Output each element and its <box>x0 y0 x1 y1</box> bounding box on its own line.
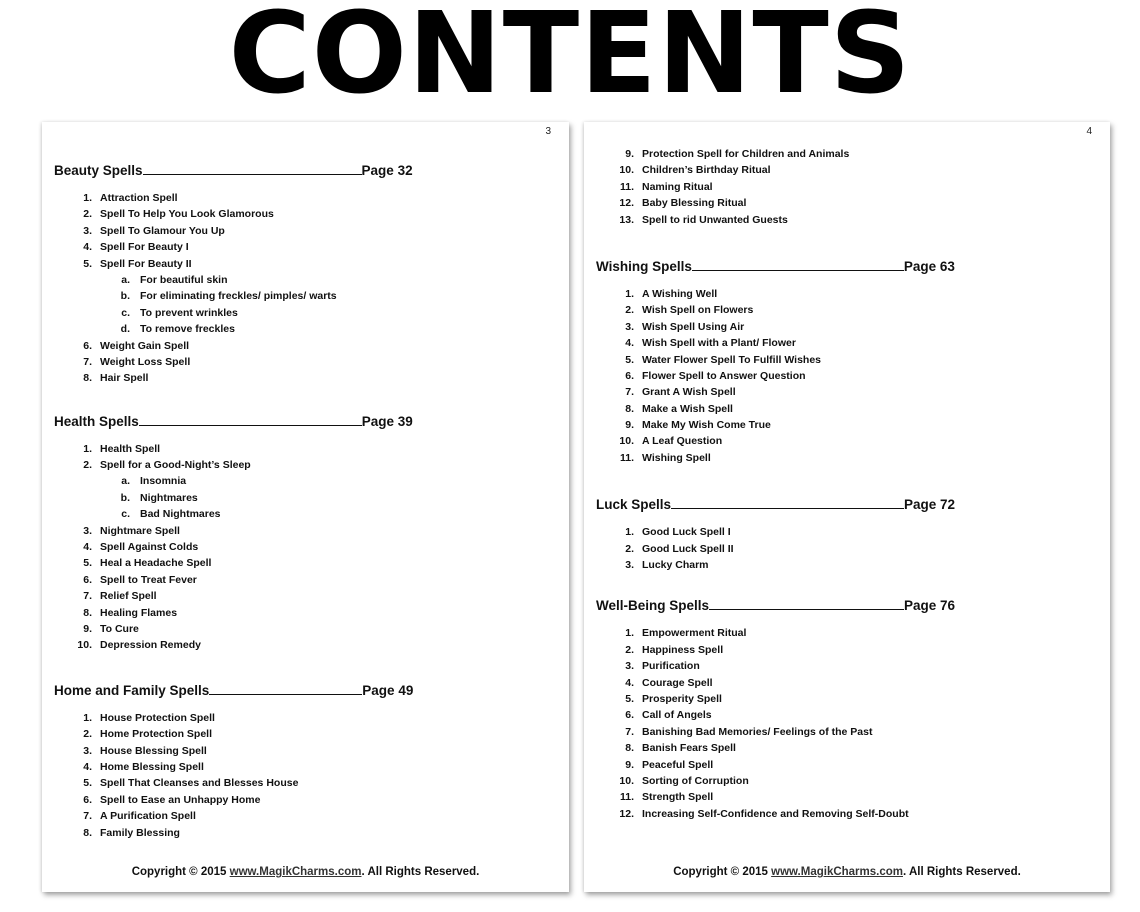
toc-item <box>54 206 559 222</box>
toc-item-title: Wish Spell Using Air <box>642 320 745 333</box>
toc-item-number: 6. <box>625 369 634 382</box>
toc-list <box>54 710 559 841</box>
toc-item <box>54 354 559 370</box>
toc-item <box>54 588 559 604</box>
toc-item-title: Heal a Headache Spell <box>100 557 212 570</box>
toc-item-title: Spell To Help You Look Glamorous <box>100 208 274 221</box>
toc-item-title: Healing Flames <box>100 606 178 619</box>
footer-suffix: . All Rights Reserved. <box>361 866 480 878</box>
toc-item-title: Insomnia <box>140 475 187 488</box>
toc-item <box>596 335 1100 351</box>
toc-item-number: 3. <box>625 559 634 572</box>
toc-item-number: 9. <box>625 419 634 432</box>
toc-item-title: Baby Blessing Ritual <box>642 197 747 210</box>
toc-item-number: 1. <box>83 442 92 455</box>
toc-item-title: Call of Angels <box>642 709 712 722</box>
copyright-footer <box>584 866 1110 878</box>
toc-item-number: 4. <box>625 676 634 689</box>
toc-section-heading[interactable] <box>54 680 559 702</box>
section-title: Health Spells <box>54 413 139 429</box>
footer-prefix: Copyright © 2015 <box>131 866 230 878</box>
toc-item <box>54 490 559 506</box>
toc-item-number: 11. <box>619 180 634 193</box>
toc-item-title: Weight Loss Spell <box>100 355 191 368</box>
toc-item-number: 1. <box>625 526 634 539</box>
toc-item <box>54 775 559 791</box>
toc-item <box>54 506 559 522</box>
toc-item-title: House Protection Spell <box>100 711 215 724</box>
toc-item-title: Empowerment Ritual <box>642 627 747 640</box>
page-number: 4 <box>1086 126 1092 137</box>
toc-item-number: 4. <box>625 337 634 350</box>
toc-item-title: Naming Ritual <box>642 180 713 193</box>
toc-item <box>596 286 1100 302</box>
toc-section-heading[interactable] <box>54 160 559 182</box>
toc-item-title: Sorting of Corruption <box>642 774 749 787</box>
leader-line <box>209 680 362 695</box>
toc-item <box>54 256 559 272</box>
toc-item <box>596 319 1100 335</box>
toc-item-number: 10. <box>619 774 634 787</box>
toc-item-number: 7. <box>625 725 634 738</box>
toc-item-number: 1. <box>83 711 92 724</box>
toc-sections <box>596 146 1100 822</box>
toc-item <box>596 302 1100 318</box>
toc-item-number: c. <box>121 306 130 319</box>
toc-item-number: 13. <box>619 213 634 226</box>
toc-item <box>54 321 559 337</box>
toc-item-number: 2. <box>83 459 92 472</box>
toc-section-heading[interactable] <box>54 411 559 433</box>
toc-item-title: Home Blessing Spell <box>100 760 204 773</box>
toc-item <box>596 625 1100 641</box>
toc-item <box>596 212 1100 228</box>
toc-item-title: Spell To Glamour You Up <box>100 224 225 237</box>
toc-item <box>54 605 559 621</box>
toc-item-title: Spell Against Colds <box>100 541 199 554</box>
website-link[interactable]: www.MagikCharms.com <box>229 866 362 878</box>
toc-list <box>596 286 1100 466</box>
toc-item-number: 6. <box>83 573 92 586</box>
toc-item-title: A Leaf Question <box>642 435 723 448</box>
leader-line <box>692 256 904 271</box>
toc-item-title: House Blessing Spell <box>100 744 207 757</box>
toc-item-title: Prosperity Spell <box>642 692 722 705</box>
toc-item-title: Courage Spell <box>642 676 713 689</box>
toc-item <box>54 792 559 808</box>
toc-item-number: 2. <box>625 304 634 317</box>
toc-item-title: Spell That Cleanses and Blesses House <box>100 777 299 790</box>
leader-line <box>709 595 904 610</box>
toc-item-number: 7. <box>83 810 92 823</box>
toc-item <box>54 539 559 555</box>
section-title: Home and Family Spells <box>54 682 210 698</box>
toc-item <box>54 555 559 571</box>
toc-item-number: 3. <box>83 224 92 237</box>
toc-item <box>596 162 1100 178</box>
toc-item <box>54 441 559 457</box>
toc-item-title: Health Spell <box>100 442 161 455</box>
toc-section-heading[interactable] <box>596 595 1100 617</box>
toc-item <box>596 195 1100 211</box>
toc-item-number: 12. <box>619 197 634 210</box>
toc-item-title: Strength Spell <box>642 791 714 804</box>
toc-item-number: 2. <box>625 542 634 555</box>
toc-item-title: Grant A Wish Spell <box>642 386 736 399</box>
toc-item <box>596 707 1100 723</box>
toc-item <box>596 433 1100 449</box>
toc-item-number: 1. <box>83 192 92 204</box>
toc-item-number: b. <box>120 491 130 504</box>
toc-item-number: 3. <box>83 744 92 757</box>
toc-list <box>596 524 1100 573</box>
toc-item <box>54 338 559 354</box>
toc-item-title: Banishing Bad Memories/ Feelings of the Past <box>642 725 873 738</box>
toc-item-number: 3. <box>625 320 634 333</box>
toc-item-number: b. <box>120 290 130 303</box>
toc-item-number: 7. <box>625 386 634 399</box>
toc-item <box>54 305 559 321</box>
toc-section-heading[interactable] <box>596 494 1100 516</box>
toc-item-title: A Wishing Well <box>642 287 718 300</box>
toc-item-number: 9. <box>625 148 634 160</box>
toc-item-number: 4. <box>83 760 92 773</box>
section-title: Wishing Spells <box>596 258 692 274</box>
website-link[interactable]: www.MagikCharms.com <box>771 866 903 878</box>
copyright-footer <box>42 866 569 878</box>
toc-item-number: 4. <box>83 241 92 254</box>
toc-item <box>54 239 559 255</box>
toc-item <box>596 675 1100 691</box>
toc-item-title: Children’s Birthday Ritual <box>642 164 771 177</box>
document-page-right <box>584 122 1110 892</box>
section-page-ref: Page 72 <box>904 497 956 513</box>
toc-item-number: 5. <box>625 353 634 366</box>
toc-item-title: Spell For Beauty II <box>100 257 192 270</box>
section-page-ref: Page 39 <box>361 413 413 429</box>
toc-item-title: Hair Spell <box>100 372 149 385</box>
toc-item-title: A Purification Spell <box>100 810 196 823</box>
toc-item <box>596 450 1100 466</box>
toc-continuation-list <box>596 146 1100 228</box>
toc-item-number: 3. <box>83 524 92 537</box>
toc-item <box>54 710 559 726</box>
toc-item-title: Bad Nightmares <box>140 508 221 521</box>
toc-item <box>596 179 1100 195</box>
toc-item <box>596 401 1100 417</box>
toc-item-number: a. <box>121 273 130 286</box>
toc-item-number: 3. <box>625 660 634 673</box>
toc-item-number: 8. <box>83 606 92 619</box>
toc-item <box>596 691 1100 707</box>
toc-item-number: 7. <box>83 355 92 368</box>
toc-item <box>596 658 1100 674</box>
toc-item-number: 8. <box>625 402 634 415</box>
toc-item <box>596 724 1100 740</box>
toc-item-title: Make My Wish Come True <box>642 419 771 432</box>
toc-item-number: 5. <box>83 557 92 570</box>
toc-item-number: 12. <box>619 807 634 820</box>
leader-line <box>671 494 904 509</box>
toc-list <box>596 625 1100 822</box>
toc-item-number: 11. <box>619 791 634 804</box>
toc-item <box>54 808 559 824</box>
toc-item-number: 4. <box>83 541 92 554</box>
section-page-ref: Page 32 <box>361 163 413 178</box>
toc-item-title: Wish Spell on Flowers <box>642 304 754 317</box>
toc-item-title: Good Luck Spell I <box>642 526 731 539</box>
toc-item <box>54 370 559 386</box>
toc-item <box>596 757 1100 773</box>
toc-item-title: Family Blessing <box>100 826 180 839</box>
toc-item-number: 6. <box>83 793 92 806</box>
toc-item-number: 6. <box>625 709 634 722</box>
toc-item-title: Spell to Ease an Unhappy Home <box>100 793 261 806</box>
toc-item <box>596 417 1100 433</box>
toc-item-number: 8. <box>83 826 92 839</box>
section-page-ref: Page 76 <box>904 598 956 614</box>
toc-item-title: Purification <box>642 660 700 673</box>
toc-item-number: 10. <box>77 639 92 652</box>
toc-item-title: Spell for a Good-Night’s Sleep <box>100 459 251 472</box>
section-page-ref: Page 63 <box>903 258 955 274</box>
toc-item <box>596 146 1100 162</box>
toc-item <box>596 384 1100 400</box>
toc-item-number: 2. <box>83 728 92 741</box>
toc-sections <box>54 160 559 841</box>
toc-item <box>54 825 559 841</box>
toc-item-title: Banish Fears Spell <box>642 742 736 755</box>
toc-item-title: To Cure <box>100 622 139 635</box>
toc-item-title: Good Luck Spell II <box>642 542 734 555</box>
toc-item-title: Home Protection Spell <box>100 728 213 741</box>
toc-item-title: Happiness Spell <box>642 643 724 656</box>
toc-item-title: To remove freckles <box>140 323 235 336</box>
leader-line <box>143 160 362 175</box>
toc-item <box>54 743 559 759</box>
toc-item <box>54 637 559 653</box>
toc-item-title: Increasing Self-Confidence and Removing Self-Doubt <box>642 807 909 820</box>
toc-item-number: 1. <box>625 287 634 300</box>
toc-item-number: d. <box>120 323 130 336</box>
toc-item-number: 2. <box>83 208 92 221</box>
contents-banner-title: CONTENTS <box>228 0 912 119</box>
toc-section-heading[interactable] <box>596 256 1100 278</box>
section-title: Beauty Spells <box>54 163 143 178</box>
toc-item <box>54 726 559 742</box>
toc-item-number: 5. <box>83 257 92 270</box>
toc-item-number: 6. <box>83 339 92 352</box>
toc-item-number: 8. <box>83 372 92 385</box>
toc-list <box>54 190 559 387</box>
toc-item-number: c. <box>121 508 130 521</box>
toc-item-number: 5. <box>83 777 92 790</box>
toc-item-number: 10. <box>619 164 634 177</box>
section-title: Well-Being Spells <box>596 598 710 614</box>
toc-item-title: Weight Gain Spell <box>100 339 190 352</box>
toc-item <box>596 806 1100 822</box>
toc-item-title: Relief Spell <box>100 590 157 603</box>
toc-item-number: 11. <box>619 451 634 464</box>
toc-item <box>54 572 559 588</box>
toc-item-title: For beautiful skin <box>140 273 228 286</box>
leader-line <box>139 411 362 426</box>
toc-item-number: 10. <box>619 435 634 448</box>
toc-item-number: 9. <box>625 758 634 771</box>
toc-item-title: Wish Spell with a Plant/ Flower <box>642 337 796 350</box>
toc-item <box>596 368 1100 384</box>
toc-item-title: Nightmares <box>140 491 198 504</box>
toc-item <box>54 288 559 304</box>
toc-item-title: Spell to Treat Fever <box>100 573 197 586</box>
toc-item <box>596 541 1100 557</box>
toc-item-number: 8. <box>625 742 634 755</box>
toc-item-number: a. <box>121 475 130 488</box>
toc-item-number: 5. <box>625 692 634 705</box>
toc-item <box>54 621 559 637</box>
toc-item-title: Wishing Spell <box>642 451 711 464</box>
toc-item-number: 1. <box>625 627 634 640</box>
toc-item-number: 9. <box>83 622 92 635</box>
toc-item <box>54 190 559 206</box>
toc-item-number: 2. <box>625 643 634 656</box>
toc-item <box>54 759 559 775</box>
toc-item-title: Water Flower Spell To Fulfill Wishes <box>642 353 822 366</box>
toc-item-number: 7. <box>83 590 92 603</box>
toc-item <box>596 352 1100 368</box>
toc-item-title: Make a Wish Spell <box>642 402 733 415</box>
toc-item <box>54 223 559 239</box>
footer-prefix: Copyright © 2015 <box>673 866 772 878</box>
toc-item <box>596 773 1100 789</box>
toc-item-title: To prevent wrinkles <box>140 306 238 319</box>
toc-item <box>596 740 1100 756</box>
section-title: Luck Spells <box>596 497 672 513</box>
toc-item-title: For eliminating freckles/ pimples/ warts <box>140 290 337 303</box>
toc-item <box>54 523 559 539</box>
toc-item-title: Protection Spell for Children and Animals <box>642 148 850 160</box>
footer-suffix: . All Rights Reserved. <box>903 866 1021 878</box>
toc-item-title: Flower Spell to Answer Question <box>642 369 806 382</box>
toc-item <box>596 789 1100 805</box>
toc-item-title: Attraction Spell <box>100 192 178 204</box>
document-page-left <box>42 122 569 892</box>
toc-item <box>596 642 1100 658</box>
toc-item <box>596 524 1100 540</box>
toc-item <box>596 557 1100 573</box>
toc-item-title: Peaceful Spell <box>642 758 714 771</box>
toc-item <box>54 272 559 288</box>
toc-item-title: Depression Remedy <box>100 639 201 652</box>
toc-item-title: Lucky Charm <box>642 559 709 572</box>
toc-item-title: Spell For Beauty I <box>100 241 189 254</box>
toc-item-title: Nightmare Spell <box>100 524 180 537</box>
page-number: 3 <box>545 126 551 137</box>
toc-list <box>54 441 559 654</box>
section-page-ref: Page 49 <box>362 682 414 698</box>
toc-item <box>54 457 559 473</box>
toc-item <box>54 473 559 489</box>
toc-item-title: Spell to rid Unwanted Guests <box>642 213 788 226</box>
